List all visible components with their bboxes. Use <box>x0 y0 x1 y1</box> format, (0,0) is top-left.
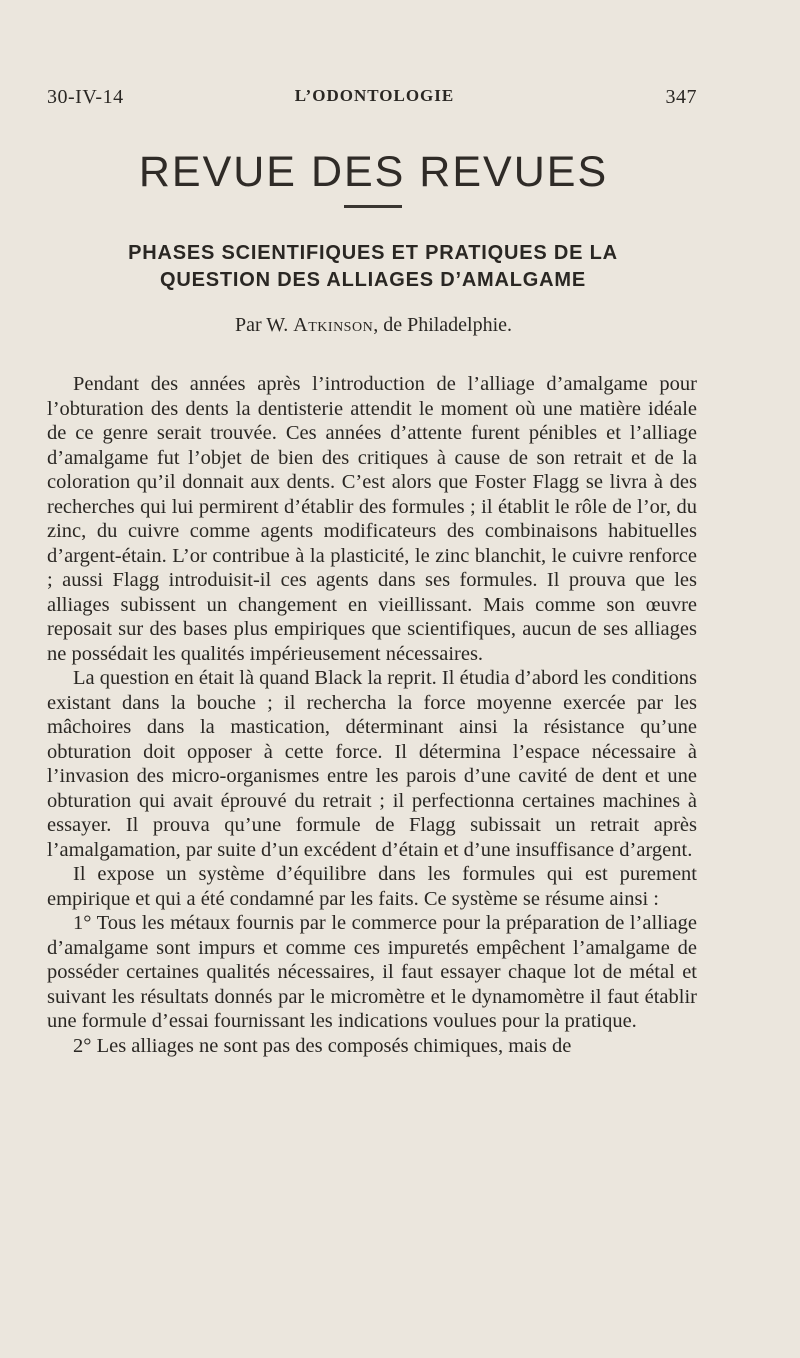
paragraph: La question en était là quand Black la reprit. Il étudia d’abord les conditions existant dans la bouche ; il rechercha la force moyenne exercée par les mâchoires dans la mastication, déterminant ainsi la résistance qu’une obturation doit opposer à cette force. Il détermina l’espace nécessaire à l’invasion des micro-organismes entre les parois d’une cavité de dent et une obturation qui avait éprouvé du retrait ; il perfectionna certaines machines à essayer. Il prouva qu’une formule de Flagg subissait un retrait après l’amalgamation, par suite d’un excédent d’étain et d’une insuffisance d’argent. <box>47 667 697 861</box>
header-journal-title: L’ODONTOLOGIE <box>294 86 455 105</box>
header-date: 30-IV-14 <box>47 86 124 108</box>
paragraph: Il expose un système d’équilibre dans les formules qui est purement empirique et qui a été condamné par les faits. Ce système se résume ainsi : <box>47 863 697 910</box>
article-title-line-1: PHASES SCIENTIFIQUES ET PRATIQUES DE LA <box>128 242 618 264</box>
section-title: REVUE DES REVUES <box>138 148 609 196</box>
author-suffix: , de Philadelphie. <box>373 314 513 336</box>
page-number: 347 <box>665 86 697 108</box>
author-name: Atkinson <box>293 314 374 336</box>
paragraph: Pendant des années après l’introduction de l’alliage d’amalgame pour l’obturation des dents la dentisterie attendit le moment où une matière idéale de ce genre serait trouvée. Ces années d’attente furent pénibles et l’alliage d’amalgame fut l’objet de bien des critiques à cause de son retrait et de la coloration qu’il donnait aux dents. C’est alors que Foster Flagg se livra à des recherches qui lui permirent d’établir des formules ; il établit le rôle de l’or, du zinc, du cuivre comme agents modificateurs des combinaisons habituelles d’argent-étain. L’or contribue à la plasticité, le zinc blanchit, le cuivre renforce ; aussi Flagg introduisit-il ces agents dans ses formules. Il prouva que les alliages subissent un changement en vieillissant. Mais comme son œuvre reposait sur des bases plus empiriques que scientifiques, aucun de ses alliages ne possédait les qualités impérieusement nécessaires. <box>47 373 697 665</box>
paragraph: 1° Tous les métaux fournis par le commerce pour la préparation de l’alliage d’amalgame sont impurs et comme ces impuretés empêchent l’amalgame de posséder certaines qualités nécessaires, il faut essayer chaque lot de métal et suivant les résultats donnés par le micromètre et le dynamomètre il faut établir une formule d’essai fournissant les indications voulues pour la pratique. <box>47 912 697 1032</box>
author-prefix: Par W. <box>234 314 294 336</box>
title-divider <box>344 205 402 208</box>
author-line <box>0 314 747 337</box>
running-header <box>47 86 697 116</box>
article-title <box>48 240 698 294</box>
article-body <box>47 372 697 1058</box>
article-title-line-2: QUESTION DES ALLIAGES D’AMALGAME <box>160 269 586 291</box>
paragraph: 2° Les alliages ne sont pas des composés chimiques, mais de <box>73 1034 572 1057</box>
